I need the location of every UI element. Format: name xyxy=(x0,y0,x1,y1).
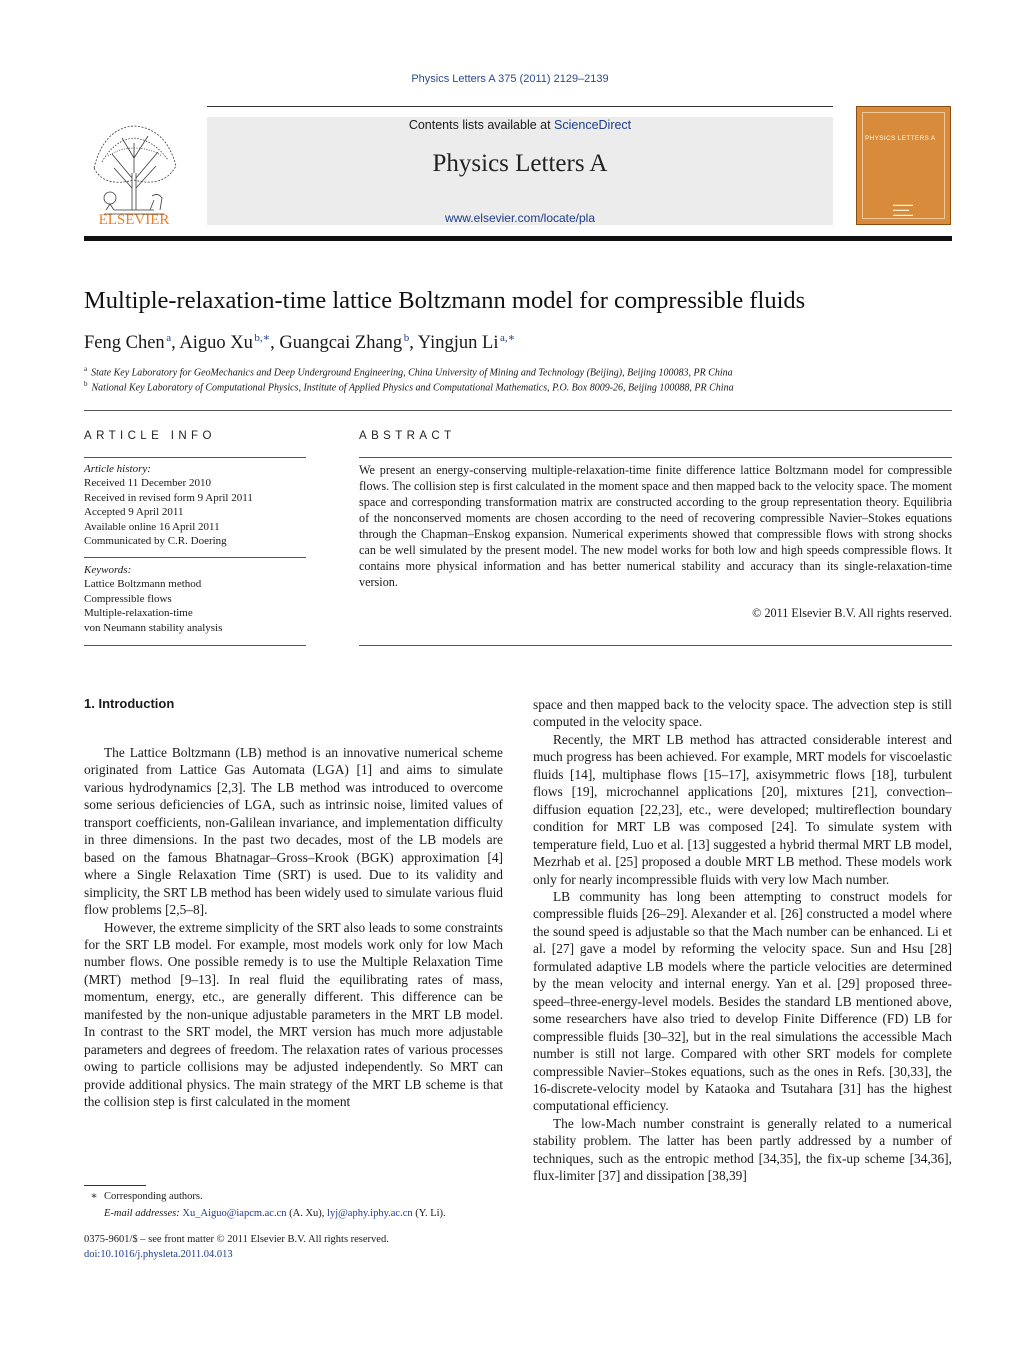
history-item: Communicated by C.R. Doering xyxy=(84,535,227,548)
article-info-label: ARTICLE INFO xyxy=(84,430,216,442)
elsevier-wordmark: ELSEVIER xyxy=(98,212,170,226)
author-name[interactable]: Guangcai Zhang xyxy=(279,333,403,354)
info-divider xyxy=(84,645,306,646)
keyword: Multiple-relaxation-time xyxy=(84,607,193,620)
history-item: Available online 16 April 2011 xyxy=(84,520,220,533)
section-heading: 1. Introduction xyxy=(84,696,175,711)
author-name[interactable]: Yingjun Li xyxy=(417,333,499,354)
affiliation xyxy=(84,380,734,393)
doi-link[interactable]: doi:10.1016/j.physleta.2011.04.013 xyxy=(84,1248,233,1260)
author-affil-marker[interactable]: a xyxy=(166,332,172,344)
author-name[interactable]: Aiguo Xu xyxy=(179,333,253,354)
history-item: Accepted 9 April 2011 xyxy=(84,506,184,519)
contents-prefix: Contents lists available at xyxy=(408,118,555,132)
author-affil-marker[interactable]: b,∗ xyxy=(254,332,271,344)
body-column-right xyxy=(533,696,952,1185)
affiliation xyxy=(84,365,733,378)
cover-title: PHYSICS LETTERS A xyxy=(865,135,936,142)
history-item: Received 11 December 2010 xyxy=(84,477,211,490)
keyword: Lattice Boltzmann method xyxy=(84,578,202,591)
author-affil-marker[interactable]: a,∗ xyxy=(500,332,516,344)
info-divider xyxy=(84,457,306,458)
article-history xyxy=(84,462,253,548)
body-paragraph: space and then mapped back to the velocity space. The advection step is still computed in the velocity space. xyxy=(533,697,952,730)
keywords-heading: Keywords: xyxy=(84,564,132,576)
email-link[interactable]: lyj@aphy.iphy.ac.cn xyxy=(327,1207,413,1219)
abstract-copyright: © 2011 Elsevier B.V. All rights reserved. xyxy=(752,606,952,620)
footnote xyxy=(84,1189,446,1222)
history-item: Received in revised form 9 April 2011 xyxy=(84,491,253,504)
elsevier-tree-logo xyxy=(84,118,184,226)
footnote-label: Corresponding authors. xyxy=(104,1191,203,1202)
email-owner: (A. Xu), xyxy=(286,1207,328,1219)
sciencedirect-link[interactable]: ScienceDirect xyxy=(554,118,632,132)
keyword: von Neumann stability analysis xyxy=(84,621,223,634)
abstract-text: We present an energy-conserving multiple-relaxation-time finite difference lattice Boltzmann model for compressible flows. The collision step is first calculated in the moment space and then mapped back to the velocity space. The moment space and corresponding transformation matrix are constructed according to the group representation theory. Equilibria of the nonconserved moments are chosen according to the need of recovering compressible Navier–Stokes equations through the Chapman–Enskog expansion. Numerical experiments showed that compressible flows with strong shocks can be well simulated by the present model. The new model works for both low and high speeds compressible flows. It contains more physical information and has better numerical stability and accuracy than its single-relaxation-time version. xyxy=(359,463,952,589)
journal-reference[interactable]: Physics Letters A 375 (2011) 2129–2139 xyxy=(411,73,609,85)
cover-fine-print: ▬▬▬▬▬ ▬▬▬▬ ▬▬▬▬▬ xyxy=(893,202,913,217)
affiliation-text: State Key Laboratory for GeoMechanics and Deep Underground Engineering, China University of Mining and Technology (Beijing), Beijing 100083, PR China xyxy=(91,367,733,379)
email-owner: (Y. Li). xyxy=(412,1207,446,1219)
header-top-rule xyxy=(207,106,833,107)
email-link[interactable]: Xu_Aiguo@iapcm.ac.cn xyxy=(182,1207,287,1219)
journal-url-link[interactable]: www.elsevier.com/locate/pla xyxy=(444,211,596,225)
author-affil-marker[interactable]: b xyxy=(403,332,410,344)
body-column-left xyxy=(84,744,503,1111)
front-matter: 0375-9601/$ – see front matter © 2011 Elsevier B.V. All rights reserved. xyxy=(84,1234,389,1245)
email-prefix: E-mail addresses: xyxy=(104,1207,183,1219)
keywords xyxy=(84,563,222,635)
bottom-meta xyxy=(84,1233,389,1262)
footnote-star: ∗ xyxy=(90,1191,98,1202)
body-paragraph: LB community has long been attempting to construct models for compressible fluids [26–29]. Alexander et al. [26] constructed a model where the sound speed is adjustable so that the Mach number can be enhanced. Li et al. [27] gave a model by reforming the velocity space. Sun and Hsu [28] formulated adaptive LB models where the particle velocities are determined by the mean velocity and internal energy. Yan et al. [29] proposed three-speed–three-energy-level models. Besides the standard LB mentioned above, some researchers have also tried to develop Finite Difference (FD) LB for compressible fluids [30–32], but in the real simulations the accessible Mach number is still not large. Compared with other SRT models for complete compressible Navier–Stokes equations, such as the ones in Refs. [30,33], the 16-discrete-velocity model by Kataoka and Tsutahara [31] has the highest computational efficiency. xyxy=(533,888,952,1114)
footnote-rule xyxy=(84,1185,146,1186)
author-list: Feng Chen $^a$, Aiguo Xu $^{b,∗}$, Guangcai Zhang $^b$, Yingjun Li $^{a,∗}$ xyxy=(84,332,516,354)
journal-title: Physics Letters A xyxy=(432,150,608,177)
affiliation-text: National Key Laboratory of Computational Physics, Institute of Applied Physics and Computational Mathematics, P.O. Box 8009-26, Beijing 100088, PR China xyxy=(91,382,734,394)
keyword: Compressible flows xyxy=(84,592,172,605)
abstract-divider xyxy=(359,457,952,458)
info-divider xyxy=(84,557,306,558)
history-heading: Article history: xyxy=(84,463,151,475)
body-paragraph: The low-Mach number constraint is generally related to a numerical stability problem. The latter has been partly addressed by a number of techniques, such as the entropic method [34,35], the fix-up scheme [34,36], flux-limiter [37] and dissipation [38,39] xyxy=(533,1115,952,1184)
abstract-label: ABSTRACT xyxy=(359,430,456,442)
author-name[interactable]: Feng Chen xyxy=(84,333,165,354)
body-paragraph: However, the extreme simplicity of the SRT also leads to some constraints for the SRT LB model. For example, most models work only for low Mach number flows. One possible remedy is to use the Multiple Relaxation Time (MRT) method [9–13]. In real fluid the equilibrating rates of mass, momentum, energy, etc., are generally different. This difference can be manifested by the non-unique adjustable parameters in the MRT LB model. In contrast to the SRT model, the MRT version has much more adjustable parameters and degrees of freedom. The relaxation rates of various processes owing to particle collisions may be adjusted independently. So MRT can provide additional physics. The main strategy of the MRT LB scheme is that the collision step is first calculated in the moment xyxy=(84,919,503,1110)
body-paragraph: Recently, the MRT LB method has attracted considerable interest and much progress has been achieved. For example, MRT models for viscoelastic fluids [14], multiphase flows [15–17], axisymmetric flows [18], turbulent flows [19], microchannel applications [20], mixtures [21], convection–diffusion equation [22,23], etc., were developed; multireflection boundary condition for MRT LB was composed [24]. To simulate system with temperature field, Luo et al. [13] suggested a hybrid thermal MRT LB model, Mezrhab et al. [25] proposed a double MRT LB method. These models work only for nearly incompressible fluids with very low Mach number. xyxy=(533,731,952,887)
affiliation-marker: b xyxy=(84,380,88,388)
contents-line xyxy=(207,118,833,132)
abstract-divider xyxy=(359,645,952,646)
affiliation-marker: a xyxy=(84,365,88,373)
journal-cover-thumbnail[interactable] xyxy=(856,106,951,225)
header-thick-rule xyxy=(84,236,952,241)
article-title: Multiple-relaxation-time lattice Boltzmann model for compressible fluids xyxy=(84,287,806,314)
body-paragraph: The Lattice Boltzmann (LB) method is an innovative numerical scheme originated from Lattice Gas Automata (LGA) [1] and aims to simulate various hydrodynamics [2,3]. The LB method was introduced to overcome some serious deficiencies of LGA, such as intrinsic noise, limited values of transport coefficients, non-Galilean invariance, and implementation difficulty in three dimensions. In the past two decades, most of the LB models are based on the famous Bhatnagar–Gross–Krook (BGK) approximation [4] where a Single Relaxation Time (SRT) is used. Due to its validity and simplicity, the SRT LB method has been widely used to simulate various fluid flow problems [2,5–8]. xyxy=(84,745,503,918)
section-divider xyxy=(84,410,952,411)
